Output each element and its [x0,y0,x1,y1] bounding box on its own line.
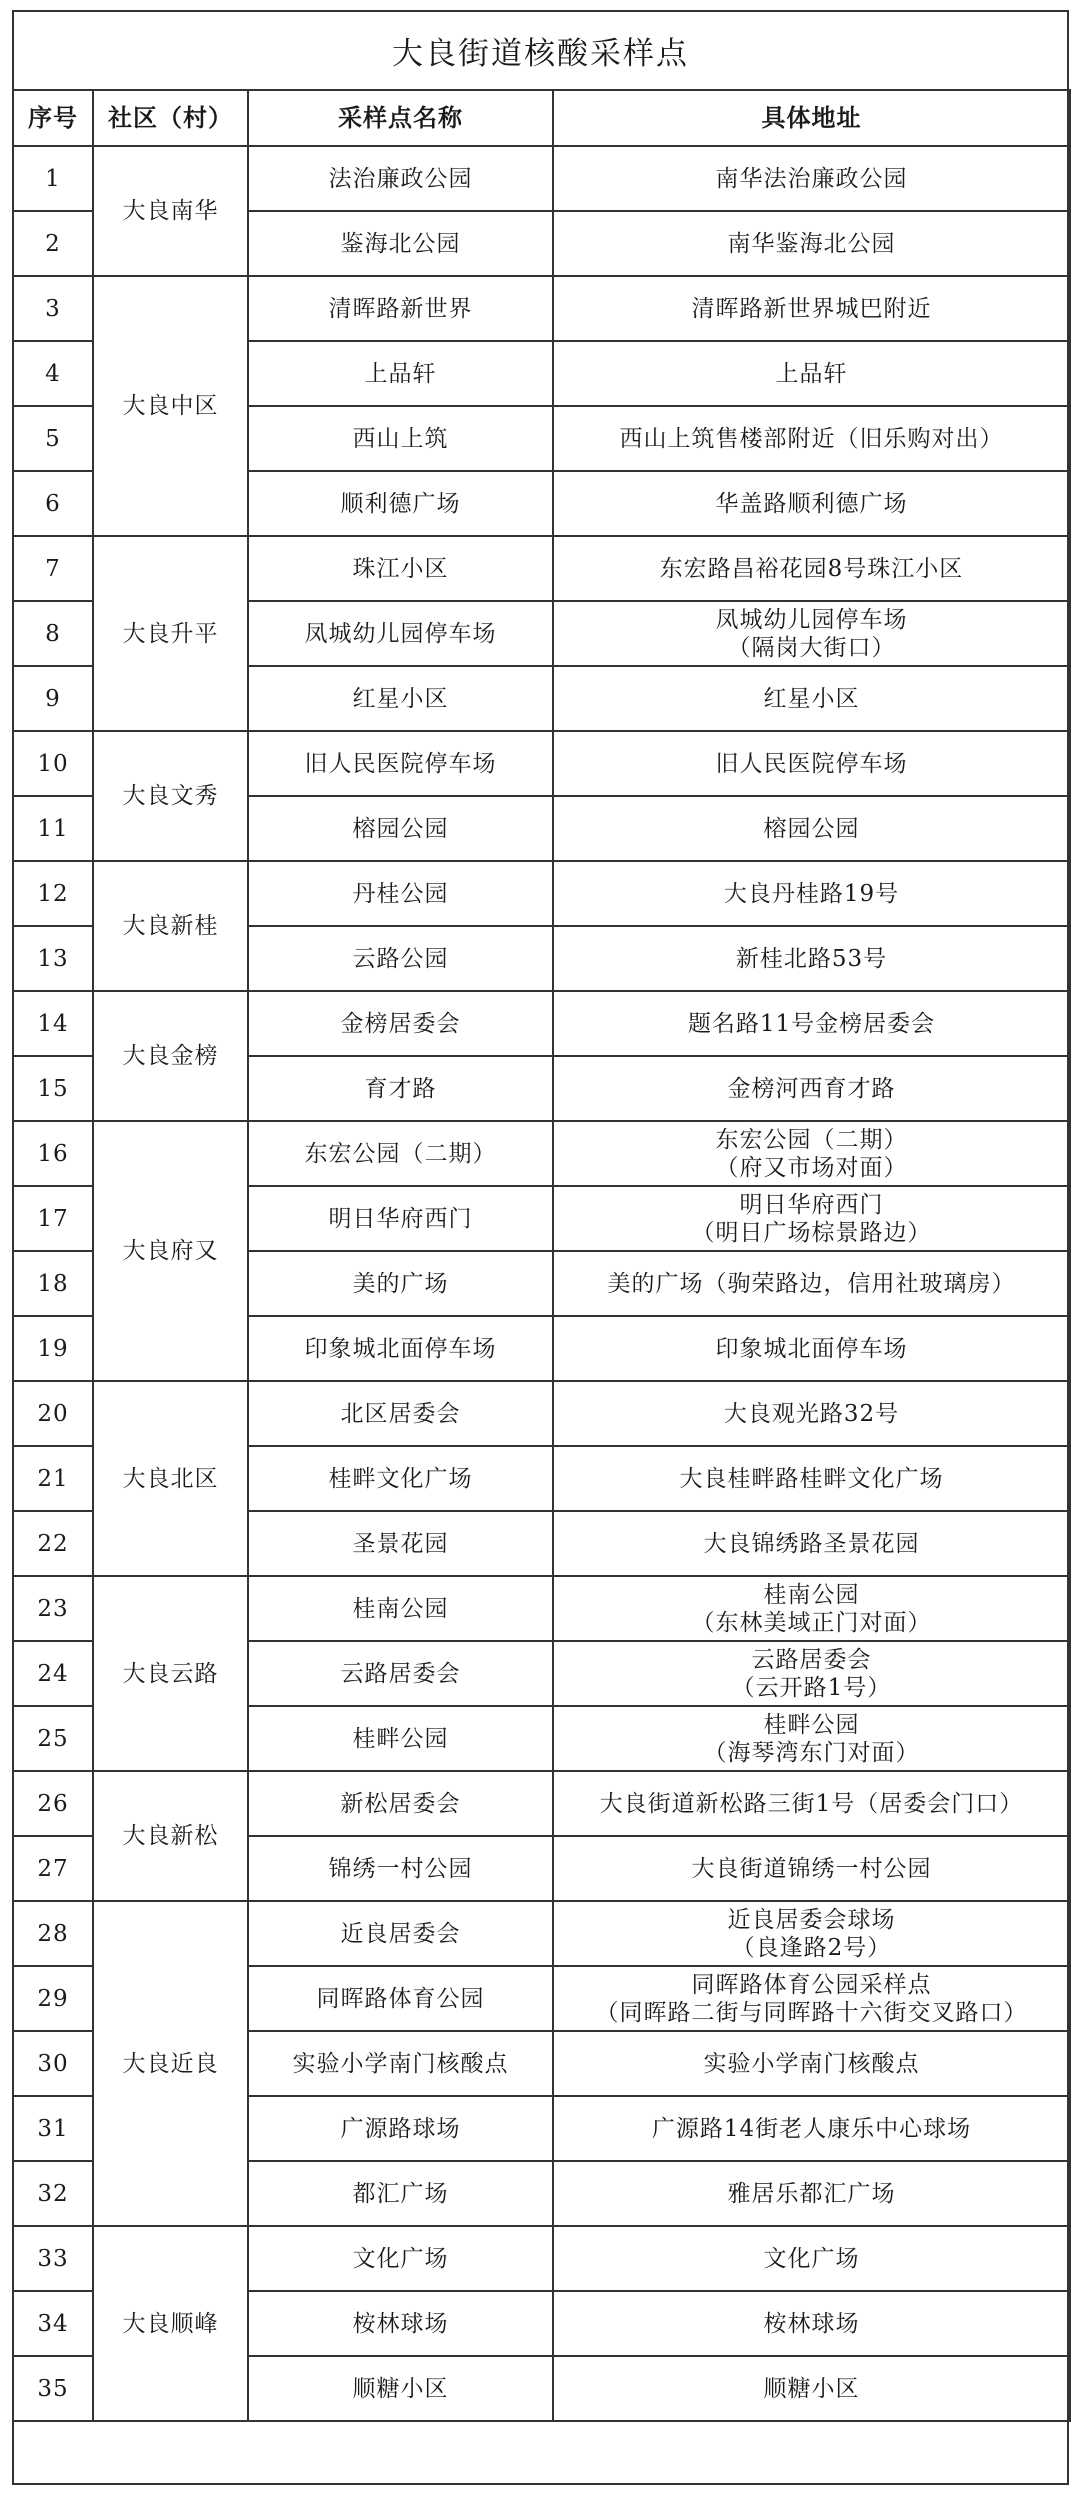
row-index: 28 [13,1901,93,1966]
address-line: 凤城幼儿园停车场 [715,606,908,633]
address-line: 明日华府西门 [739,1191,884,1218]
row-index: 15 [13,1056,93,1121]
site-name-cell: 近良居委会 [248,1901,553,1966]
address-line: 印象城北面停车场 [715,1335,908,1362]
site-name-cell: 广源路球场 [248,2096,553,2161]
site-name-cell: 桂畔文化广场 [248,1446,553,1511]
community-cell: 大良南华 [93,146,248,276]
document-sheet [12,10,1069,2485]
address-line: （府又市场对面） [715,1154,908,1181]
row-index: 21 [13,1446,93,1511]
address-line: （隔岗大街口） [727,634,896,661]
address-line: 桉林球场 [763,2310,860,2337]
address-line: 西山上筑售楼部附近（旧乐购对出） [619,425,1004,452]
address-cell [553,1056,1070,1121]
address-cell [553,2031,1070,2096]
site-name-cell: 上品轩 [248,341,553,406]
address-cell [553,1641,1070,1706]
header-site-name: 采样点名称 [248,90,553,146]
table-row [13,1576,1070,1641]
address-cell [553,796,1070,861]
address-line: 桂畔公园 [763,1711,860,1738]
address-cell [553,2291,1070,2356]
address-cell [553,211,1070,276]
row-index: 3 [13,276,93,341]
address-line: 大良观光路32号 [723,1400,900,1427]
address-cell [553,1771,1070,1836]
row-index: 1 [13,146,93,211]
address-line: 文化广场 [763,2245,860,2272]
address-cell [553,601,1070,666]
row-index: 20 [13,1381,93,1446]
header-address: 具体地址 [553,90,1070,146]
site-name-cell: 桉林球场 [248,2291,553,2356]
address-cell [553,2096,1070,2161]
address-cell [553,536,1070,601]
sampling-sites-table [12,89,1071,2422]
address-cell [553,341,1070,406]
row-index: 35 [13,2356,93,2421]
site-name-cell: 北区居委会 [248,1381,553,1446]
site-name-cell: 丹桂公园 [248,861,553,926]
address-cell [553,1576,1070,1641]
site-name-cell: 云路居委会 [248,1641,553,1706]
row-index: 23 [13,1576,93,1641]
community-cell: 大良文秀 [93,731,248,861]
community-cell: 大良近良 [93,1901,248,2226]
address-line: （同晖路二街与同晖路十六街交叉路口） [595,1999,1028,2026]
address-line: 实验小学南门核酸点 [703,2050,920,2077]
site-name-cell: 印象城北面停车场 [248,1316,553,1381]
address-cell [553,1901,1070,1966]
site-name-cell: 新松居委会 [248,1771,553,1836]
address-cell [553,861,1070,926]
address-cell [553,1511,1070,1576]
address-cell [553,1121,1070,1186]
row-index: 33 [13,2226,93,2291]
address-cell [553,731,1070,796]
site-name-cell: 圣景花园 [248,1511,553,1576]
address-line: （良逢路2号） [731,1934,892,1961]
table-row [13,1121,1070,1186]
address-line: 大良街道锦绣一村公园 [691,1855,932,1882]
table-row [13,1381,1070,1446]
row-index: 4 [13,341,93,406]
address-cell [553,276,1070,341]
address-cell [553,1186,1070,1251]
address-cell [553,1966,1070,2031]
row-index: 5 [13,406,93,471]
address-cell [553,2161,1070,2226]
table-row [13,146,1070,211]
row-index: 10 [13,731,93,796]
table-row [13,2226,1070,2291]
site-name-cell: 珠江小区 [248,536,553,601]
row-index: 8 [13,601,93,666]
address-line: 顺糖小区 [763,2375,860,2402]
address-line: 华盖路顺利德广场 [715,490,908,517]
row-index: 27 [13,1836,93,1901]
community-cell: 大良顺峰 [93,2226,248,2421]
address-line: （海琴湾东门对面） [703,1739,920,1766]
row-index: 13 [13,926,93,991]
site-name-cell: 桂南公园 [248,1576,553,1641]
site-name-cell: 凤城幼儿园停车场 [248,601,553,666]
site-name-cell: 榕园公园 [248,796,553,861]
address-line: 南华鉴海北公园 [727,230,896,257]
community-cell: 大良新松 [93,1771,248,1901]
address-line: 广源路14街老人康乐中心球场 [651,2115,972,2142]
address-cell [553,666,1070,731]
site-name-cell: 鉴海北公园 [248,211,553,276]
page-title: 大良街道核酸采样点 [14,12,1067,91]
site-name-cell: 顺糖小区 [248,2356,553,2421]
community-cell: 大良北区 [93,1381,248,1576]
address-line: 大良桂畔路桂畔文化广场 [679,1465,944,1492]
table-row [13,991,1070,1056]
address-cell [553,1251,1070,1316]
row-index: 24 [13,1641,93,1706]
site-name-cell: 实验小学南门核酸点 [248,2031,553,2096]
address-line: 大良锦绣路圣景花园 [703,1530,920,1557]
address-line: 上品轩 [775,360,848,387]
site-name-cell: 育才路 [248,1056,553,1121]
address-line: 旧人民医院停车场 [715,750,908,777]
table-row [13,861,1070,926]
address-cell [553,1836,1070,1901]
row-index: 22 [13,1511,93,1576]
row-index: 14 [13,991,93,1056]
table-row [13,731,1070,796]
address-line: （云开路1号） [731,1674,892,1701]
row-index: 2 [13,211,93,276]
community-cell: 大良中区 [93,276,248,536]
table-body [13,146,1070,2421]
address-cell [553,2226,1070,2291]
site-name-cell: 旧人民医院停车场 [248,731,553,796]
site-name-cell: 锦绣一村公园 [248,1836,553,1901]
table-row [13,276,1070,341]
address-line: 雅居乐都汇广场 [727,2180,896,2207]
address-cell [553,1316,1070,1381]
site-name-cell: 金榜居委会 [248,991,553,1056]
address-line: 新桂北路53号 [735,945,888,972]
row-index: 17 [13,1186,93,1251]
row-index: 6 [13,471,93,536]
site-name-cell: 美的广场 [248,1251,553,1316]
site-name-cell: 西山上筑 [248,406,553,471]
table-header-row [13,90,1070,146]
address-line: 红星小区 [763,685,860,712]
table-row [13,1901,1070,1966]
row-index: 7 [13,536,93,601]
row-index: 31 [13,2096,93,2161]
address-line: 近良居委会球场 [727,1906,896,1933]
row-index: 30 [13,2031,93,2096]
address-cell [553,1706,1070,1771]
community-cell: 大良云路 [93,1576,248,1771]
address-cell [553,991,1070,1056]
address-cell [553,406,1070,471]
address-cell [553,2356,1070,2421]
address-line: 大良街道新松路三街1号（居委会门口） [599,1790,1024,1817]
row-index: 26 [13,1771,93,1836]
address-line: 美的广场（驹荣路边，信用社玻璃房） [607,1270,1016,1297]
address-line: （明日广场棕景路边） [691,1219,932,1246]
site-name-cell: 文化广场 [248,2226,553,2291]
community-cell: 大良新桂 [93,861,248,991]
site-name-cell: 清晖路新世界 [248,276,553,341]
address-line: 题名路11号金榜居委会 [687,1010,936,1037]
address-line: 大良丹桂路19号 [723,880,900,907]
site-name-cell: 桂畔公园 [248,1706,553,1771]
address-line: （东林美域正门对面） [691,1609,932,1636]
community-cell: 大良金榜 [93,991,248,1121]
site-name-cell: 同晖路体育公园 [248,1966,553,2031]
address-line: 云路居委会 [751,1646,872,1673]
site-name-cell: 红星小区 [248,666,553,731]
row-index: 11 [13,796,93,861]
row-index: 25 [13,1706,93,1771]
address-line: 东宏路昌裕花园8号珠江小区 [659,555,964,582]
header-community: 社区（村） [93,90,248,146]
address-line: 桂南公园 [763,1581,860,1608]
address-line: 东宏公园（二期） [715,1126,908,1153]
address-line: 同晖路体育公园采样点 [691,1971,932,1998]
address-line: 清晖路新世界城巴附近 [691,295,932,322]
table-row [13,536,1070,601]
community-cell: 大良升平 [93,536,248,731]
address-cell [553,1381,1070,1446]
address-line: 金榜河西育才路 [727,1075,896,1102]
site-name-cell: 法治廉政公园 [248,146,553,211]
row-index: 12 [13,861,93,926]
row-index: 32 [13,2161,93,2226]
address-cell [553,471,1070,536]
table-row [13,1771,1070,1836]
site-name-cell: 东宏公园（二期） [248,1121,553,1186]
address-line: 榕园公园 [763,815,860,842]
address-cell [553,146,1070,211]
row-index: 29 [13,1966,93,2031]
address-cell [553,1446,1070,1511]
address-line: 南华法治廉政公园 [715,165,908,192]
row-index: 34 [13,2291,93,2356]
site-name-cell: 都汇广场 [248,2161,553,2226]
address-cell [553,926,1070,991]
row-index: 16 [13,1121,93,1186]
site-name-cell: 明日华府西门 [248,1186,553,1251]
row-index: 18 [13,1251,93,1316]
row-index: 19 [13,1316,93,1381]
community-cell: 大良府又 [93,1121,248,1381]
header-index: 序号 [13,90,93,146]
site-name-cell: 云路公园 [248,926,553,991]
row-index: 9 [13,666,93,731]
site-name-cell: 顺利德广场 [248,471,553,536]
